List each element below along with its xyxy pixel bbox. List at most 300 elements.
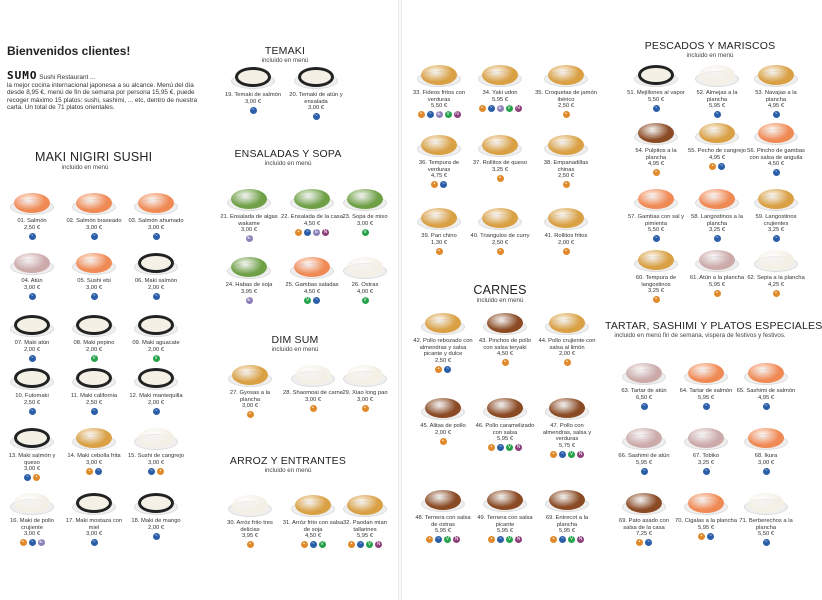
item-name: 07. Maki atún bbox=[14, 340, 50, 346]
spicy-icon: • bbox=[479, 105, 486, 112]
fish-icon: ~ bbox=[91, 233, 98, 240]
item-name: 14. Maki cebolla frita bbox=[67, 453, 121, 459]
item-name: 36. Tempura de verduras bbox=[418, 160, 460, 173]
item-name: 34. Yaki udon bbox=[482, 90, 518, 96]
fish-icon: ~ bbox=[304, 229, 311, 236]
item-price: 3,00 € bbox=[304, 396, 322, 403]
food-shape bbox=[76, 193, 112, 213]
food-shape bbox=[138, 253, 174, 273]
food-shape bbox=[138, 193, 174, 213]
fish-icon: ~ bbox=[29, 233, 36, 240]
dish-photo bbox=[10, 250, 54, 276]
nut-icon: N bbox=[578, 536, 583, 543]
item-price: 3,25 € bbox=[708, 227, 726, 234]
section-header-dimsum bbox=[250, 334, 340, 354]
vegetarian-icon: V bbox=[507, 104, 511, 111]
food-shape bbox=[294, 257, 330, 277]
item-price: 2,00 € bbox=[434, 429, 452, 436]
allergen-icons bbox=[408, 111, 470, 119]
spicy-icon: • bbox=[431, 181, 438, 188]
dish-photo bbox=[483, 487, 527, 513]
item-name: 52. Almejas a la plancha bbox=[696, 90, 738, 103]
food-shape bbox=[425, 490, 461, 510]
dish-photo bbox=[684, 360, 728, 386]
section-title: TEMAKI bbox=[264, 45, 306, 57]
menu-item bbox=[1, 312, 63, 363]
item-name: 13. Maki salmón y queso bbox=[8, 453, 56, 466]
food-shape bbox=[748, 493, 784, 513]
item-price: 4,95 € bbox=[708, 154, 726, 161]
item-price: 5,50 € bbox=[757, 531, 775, 538]
item-price: 3,00 € bbox=[85, 284, 103, 291]
menu-item bbox=[625, 186, 687, 243]
vegetarian-icon: V bbox=[367, 541, 372, 548]
menu-item bbox=[219, 492, 281, 549]
food-shape bbox=[347, 365, 383, 385]
item-name: 29. Xiao long pao bbox=[342, 390, 388, 396]
allergen-icons bbox=[613, 403, 675, 411]
allergen-icons bbox=[474, 444, 536, 452]
section-header-temaki bbox=[240, 45, 330, 65]
dish-photo bbox=[544, 205, 588, 231]
food-shape bbox=[699, 65, 735, 85]
menu-item bbox=[686, 62, 748, 119]
food-shape bbox=[548, 208, 584, 228]
dish-photo bbox=[228, 492, 272, 518]
menu-item bbox=[625, 120, 687, 177]
item-name: 32. Paodan mian tallarines bbox=[343, 520, 387, 533]
fish-icon: ~ bbox=[718, 163, 725, 170]
item-name: 60. Tempura de langostinos bbox=[635, 275, 677, 288]
menu-item bbox=[613, 360, 675, 411]
item-price: 4,50 € bbox=[496, 351, 514, 358]
spicy-icon: • bbox=[440, 438, 447, 445]
allergen-icons bbox=[63, 539, 125, 547]
spicy-icon: • bbox=[636, 539, 643, 546]
allergen-icons bbox=[686, 163, 748, 171]
item-price: 3,25 € bbox=[767, 227, 785, 234]
item-price: 3,00 € bbox=[23, 284, 41, 291]
item-price: 2,00 € bbox=[147, 399, 165, 406]
nut-icon: N bbox=[516, 444, 521, 451]
menu-item bbox=[412, 310, 474, 374]
menu-item bbox=[63, 312, 125, 363]
food-shape bbox=[76, 315, 112, 335]
allergen-icons bbox=[675, 403, 737, 411]
spicy-icon: • bbox=[563, 248, 570, 255]
dish-photo bbox=[72, 490, 116, 516]
food-shape bbox=[235, 67, 271, 87]
egg-icon: E bbox=[314, 228, 319, 235]
item-price: 3,00 € bbox=[241, 403, 259, 410]
food-shape bbox=[294, 189, 330, 209]
food-shape bbox=[298, 67, 334, 87]
dish-photo bbox=[695, 186, 739, 212]
menu-item bbox=[63, 425, 125, 476]
item-name: 01. Salmón bbox=[17, 218, 47, 224]
section-title: ENSALADAS Y SOPA bbox=[234, 148, 342, 160]
food-shape bbox=[548, 135, 584, 155]
menu-item bbox=[1, 490, 63, 547]
allergen-icons bbox=[686, 290, 748, 298]
intro-block bbox=[7, 44, 207, 112]
dish-photo bbox=[622, 360, 666, 386]
spicy-icon: • bbox=[436, 248, 443, 255]
fish-icon: ~ bbox=[310, 541, 317, 548]
vegetarian-icon: V bbox=[320, 541, 324, 548]
section-subtitle: incluido en menú bbox=[264, 467, 312, 474]
item-name: 08. Maki pepino bbox=[73, 340, 115, 346]
dish-photo bbox=[134, 365, 178, 391]
fish-icon: ~ bbox=[703, 403, 710, 410]
page-fold bbox=[398, 0, 402, 600]
section-header-arroz bbox=[218, 455, 358, 475]
allergen-icons bbox=[625, 105, 687, 113]
dish-photo bbox=[544, 132, 588, 158]
spicy-icon: • bbox=[488, 536, 495, 543]
item-price: 2,00 € bbox=[147, 284, 165, 291]
fish-icon: ~ bbox=[714, 111, 721, 118]
fish-icon: ~ bbox=[153, 293, 160, 300]
dish-photo bbox=[231, 64, 275, 90]
section-header-tartar bbox=[605, 320, 822, 340]
allergen-icons bbox=[334, 541, 396, 549]
allergen-icons bbox=[745, 290, 807, 298]
section-title: MAKI NIGIRI SUSHI bbox=[35, 150, 153, 164]
dish-photo bbox=[744, 360, 788, 386]
item-name: 59. Langostinos crujientes bbox=[755, 214, 797, 227]
vegetarian-icon: V bbox=[305, 296, 310, 303]
vegetarian-icon: V bbox=[446, 111, 450, 118]
item-price: 3,00 € bbox=[85, 224, 103, 231]
menu-item bbox=[745, 120, 807, 177]
item-price: 3,25 € bbox=[491, 166, 509, 173]
menu-item bbox=[125, 490, 187, 541]
menu-item bbox=[218, 254, 280, 305]
item-price: 5,95 € bbox=[697, 524, 715, 531]
food-shape bbox=[14, 428, 50, 448]
food-shape bbox=[76, 368, 112, 388]
menu-item bbox=[735, 425, 797, 476]
spicy-icon: • bbox=[301, 541, 308, 548]
item-price: 4,50 € bbox=[303, 220, 321, 227]
dish-photo bbox=[545, 487, 589, 513]
item-price: 2,50 € bbox=[23, 399, 41, 406]
item-name: 23. Sopa de miso bbox=[342, 214, 388, 220]
dish-photo bbox=[754, 120, 798, 146]
item-price: 4,50 € bbox=[767, 161, 785, 168]
allergen-icons bbox=[686, 235, 748, 243]
dish-photo bbox=[10, 490, 54, 516]
item-price: 5,95 € bbox=[491, 96, 509, 103]
item-name: 28. Shaomoai de carne bbox=[283, 390, 343, 396]
spicy-icon: • bbox=[550, 536, 557, 543]
dish-photo bbox=[634, 62, 678, 88]
menu-item bbox=[125, 365, 187, 416]
egg-icon: E bbox=[39, 539, 43, 546]
item-price: 5,95 € bbox=[708, 281, 726, 288]
item-name: 30. Arróz frito tres delicias bbox=[227, 520, 273, 533]
item-name: 25. Gambas saladas bbox=[285, 282, 339, 288]
item-name: 11. Maki california bbox=[70, 393, 118, 399]
item-price: 5,50 € bbox=[647, 227, 665, 234]
item-price: 5,50 € bbox=[647, 96, 665, 103]
menu-item bbox=[63, 490, 125, 547]
food-shape bbox=[232, 365, 268, 385]
food-shape bbox=[758, 250, 794, 270]
fish-icon: ~ bbox=[653, 235, 660, 242]
menu-item bbox=[735, 490, 797, 547]
item-name: 21. Ensalada de algas wakame bbox=[220, 214, 278, 227]
item-name: 04. Atún bbox=[21, 278, 43, 284]
food-shape bbox=[295, 495, 331, 515]
item-price: 2,50 € bbox=[491, 239, 509, 246]
menu-item bbox=[536, 487, 598, 544]
item-name: 17. Maki mostaza con miel bbox=[65, 518, 123, 531]
spicy-icon: • bbox=[435, 366, 442, 373]
food-shape bbox=[14, 368, 50, 388]
allergen-icons bbox=[613, 468, 675, 476]
item-price: 4,00 € bbox=[356, 288, 374, 295]
fish-icon: ~ bbox=[440, 181, 447, 188]
nut-icon: N bbox=[516, 104, 520, 111]
item-price: 3,00 € bbox=[85, 459, 103, 466]
section-subtitle: incluido en menú bbox=[264, 160, 312, 167]
food-shape bbox=[638, 250, 674, 270]
menu-item bbox=[474, 395, 536, 452]
spicy-icon: • bbox=[488, 444, 495, 451]
menu-item bbox=[412, 487, 474, 544]
item-name: 66. Sashimi de atún bbox=[618, 453, 670, 459]
fish-icon: ~ bbox=[444, 366, 451, 373]
fish-icon: ~ bbox=[653, 105, 660, 112]
menu-item bbox=[675, 360, 737, 411]
item-price: 5,95 € bbox=[635, 459, 653, 466]
section-subtitle: incluido en menú bbox=[476, 297, 524, 304]
allergen-icons bbox=[474, 359, 536, 367]
dish-photo bbox=[72, 190, 116, 216]
dish-photo bbox=[291, 492, 335, 518]
allergen-icons bbox=[735, 403, 797, 411]
dish-photo bbox=[227, 186, 271, 212]
item-name: 48. Ternera con salsa de ostras bbox=[415, 515, 471, 528]
spicy-icon: • bbox=[714, 290, 721, 297]
fish-icon: ~ bbox=[153, 408, 160, 415]
spicy-icon: • bbox=[564, 359, 571, 366]
item-name: 02. Salmón braseado bbox=[66, 218, 122, 224]
allergen-icons bbox=[408, 248, 470, 256]
food-shape bbox=[748, 363, 784, 383]
item-name: 57. Gambas con sal y pimienta bbox=[627, 214, 685, 227]
fish-icon: ~ bbox=[427, 111, 434, 118]
item-name: 51. Mejillones al vapor bbox=[627, 90, 685, 96]
dish-photo bbox=[634, 186, 678, 212]
item-name: 33. Fideos fritos con verduras bbox=[412, 90, 466, 103]
allergen-icons bbox=[686, 111, 748, 119]
egg-icon: E bbox=[247, 296, 251, 303]
food-shape bbox=[138, 368, 174, 388]
food-shape bbox=[487, 398, 523, 418]
vegetarian-icon: V bbox=[363, 296, 367, 303]
food-shape bbox=[482, 135, 518, 155]
fish-icon: ~ bbox=[357, 541, 364, 548]
item-price: 4,95 € bbox=[757, 394, 775, 401]
menu-item bbox=[536, 310, 598, 367]
food-shape bbox=[699, 189, 735, 209]
dish-photo bbox=[634, 247, 678, 273]
spicy-icon: • bbox=[20, 539, 27, 546]
dish-photo bbox=[754, 247, 798, 273]
allergen-icons bbox=[535, 111, 597, 119]
dish-photo bbox=[290, 254, 334, 280]
item-price: 2,50 € bbox=[23, 224, 41, 231]
spicy-icon: • bbox=[497, 248, 504, 255]
dish-photo bbox=[634, 120, 678, 146]
vegetarian-icon: V bbox=[507, 444, 512, 451]
dish-photo bbox=[754, 186, 798, 212]
item-price: 4,95 € bbox=[647, 161, 665, 168]
allergen-icons bbox=[408, 181, 470, 189]
food-shape bbox=[549, 313, 585, 333]
dish-photo bbox=[134, 250, 178, 276]
item-name: 22. Ensalada de la casa bbox=[281, 214, 343, 220]
section-title: DIM SUM bbox=[271, 334, 319, 346]
food-shape bbox=[14, 315, 50, 335]
fish-icon: ~ bbox=[91, 408, 98, 415]
welcome-heading: Bienvenidos clientes! bbox=[7, 44, 131, 58]
item-price: 5,95 € bbox=[496, 436, 514, 443]
food-shape bbox=[231, 189, 267, 209]
fish-icon: ~ bbox=[559, 451, 566, 458]
food-shape bbox=[638, 123, 674, 143]
item-price: 3,25 € bbox=[697, 459, 715, 466]
vegetarian-icon: V bbox=[569, 450, 574, 457]
dish-photo bbox=[754, 62, 798, 88]
spicy-icon: • bbox=[247, 411, 254, 418]
dish-photo bbox=[684, 425, 728, 451]
food-shape bbox=[295, 365, 331, 385]
sumo-logo: SUMO bbox=[7, 69, 38, 82]
allergen-icons bbox=[218, 297, 280, 305]
menu-item bbox=[334, 254, 396, 305]
fish-icon: ~ bbox=[763, 403, 770, 410]
item-price: 3,00 € bbox=[23, 466, 41, 473]
fish-icon: ~ bbox=[497, 444, 504, 451]
dish-photo bbox=[134, 190, 178, 216]
item-price: 7,25 € bbox=[635, 531, 653, 538]
menu-item bbox=[686, 247, 748, 298]
item-name: 58. Langostinos a la plancha bbox=[691, 214, 743, 227]
item-price: 3,00 € bbox=[240, 227, 258, 234]
item-price: 4,95 € bbox=[767, 103, 785, 110]
egg-icon: E bbox=[437, 111, 441, 118]
menu-item bbox=[1, 365, 63, 416]
item-name: 40. Triangulos de curry bbox=[470, 233, 530, 239]
food-shape bbox=[14, 193, 50, 213]
vegetarian-icon: V bbox=[569, 536, 574, 543]
food-shape bbox=[638, 65, 674, 85]
nut-icon: N bbox=[578, 450, 583, 457]
item-name: 42. Pollo rebozado con almendras y salsa picante y dulce bbox=[413, 338, 473, 358]
dish-photo bbox=[343, 492, 387, 518]
menu-item bbox=[63, 365, 125, 416]
food-shape bbox=[638, 189, 674, 209]
food-shape bbox=[549, 398, 585, 418]
fish-icon: ~ bbox=[313, 113, 320, 120]
item-price: 3,00 € bbox=[244, 98, 262, 105]
dish-photo bbox=[545, 395, 589, 421]
spicy-icon: • bbox=[563, 111, 570, 118]
fish-icon: ~ bbox=[497, 536, 504, 543]
spicy-icon: • bbox=[33, 474, 40, 481]
item-price: 3,95 € bbox=[241, 533, 259, 540]
menu-item bbox=[1, 190, 63, 241]
dish-photo bbox=[744, 425, 788, 451]
menu-item bbox=[474, 487, 536, 544]
item-price: 5,95 € bbox=[356, 533, 374, 540]
item-name: 47. Pollo con almendras, salsa y verduras bbox=[542, 423, 592, 443]
dish-photo bbox=[478, 132, 522, 158]
section-title: ARROZ Y ENTRANTES bbox=[229, 455, 347, 467]
fish-icon: ~ bbox=[153, 533, 160, 540]
fish-icon: ~ bbox=[153, 233, 160, 240]
food-shape bbox=[138, 428, 174, 448]
item-name: 41. Rollitos fritos bbox=[544, 233, 588, 239]
fish-icon: ~ bbox=[707, 533, 714, 540]
food-shape bbox=[758, 189, 794, 209]
allergen-icons bbox=[536, 536, 598, 544]
item-name: 39. Pan chino bbox=[421, 233, 457, 239]
fish-icon: ~ bbox=[773, 169, 780, 176]
item-price: 3,00 € bbox=[356, 396, 374, 403]
fish-icon: ~ bbox=[641, 403, 648, 410]
item-price: 2,00 € bbox=[147, 346, 165, 353]
menu-item bbox=[613, 490, 675, 547]
item-price: 5,95 € bbox=[496, 528, 514, 535]
section-subtitle: incluido en menú bbox=[686, 52, 734, 59]
item-name: 65. Sashimi de salmón bbox=[736, 388, 796, 394]
spicy-icon: • bbox=[653, 296, 660, 303]
item-name: 24. Habas de soja bbox=[225, 282, 273, 288]
spicy-icon: • bbox=[698, 533, 705, 540]
item-price: 2,50 € bbox=[85, 399, 103, 406]
allergen-icons bbox=[474, 536, 536, 544]
spicy-icon: • bbox=[563, 181, 570, 188]
dish-photo bbox=[478, 62, 522, 88]
item-name: 15. Sushi de cangrejo bbox=[127, 453, 185, 459]
item-name: 35. Croquetas de jamón ibérico bbox=[535, 90, 597, 103]
food-shape bbox=[347, 257, 383, 277]
menu-item bbox=[334, 492, 396, 549]
item-price: 3,00 € bbox=[307, 105, 325, 112]
item-name: 16. Maki de pollo crujiente bbox=[10, 518, 54, 531]
section-title: TARTAR, SASHIMI Y PLATOS ESPECIALES bbox=[605, 320, 822, 332]
fish-icon: ~ bbox=[559, 536, 566, 543]
dish-photo bbox=[10, 190, 54, 216]
dish-photo bbox=[10, 312, 54, 338]
section-subtitle: incluido en menú fin de semana, vispera de festivos y festivos. bbox=[614, 332, 786, 339]
item-price: 2,50 € bbox=[557, 173, 575, 180]
menu-item bbox=[408, 205, 470, 256]
spicy-icon: • bbox=[773, 290, 780, 297]
fish-icon: ~ bbox=[91, 293, 98, 300]
menu-item bbox=[625, 247, 687, 304]
menu-item bbox=[675, 490, 737, 541]
fish-icon: ~ bbox=[773, 235, 780, 242]
dish-photo bbox=[343, 254, 387, 280]
menu-item bbox=[125, 425, 187, 476]
section-subtitle: incluido en menú bbox=[61, 164, 109, 171]
